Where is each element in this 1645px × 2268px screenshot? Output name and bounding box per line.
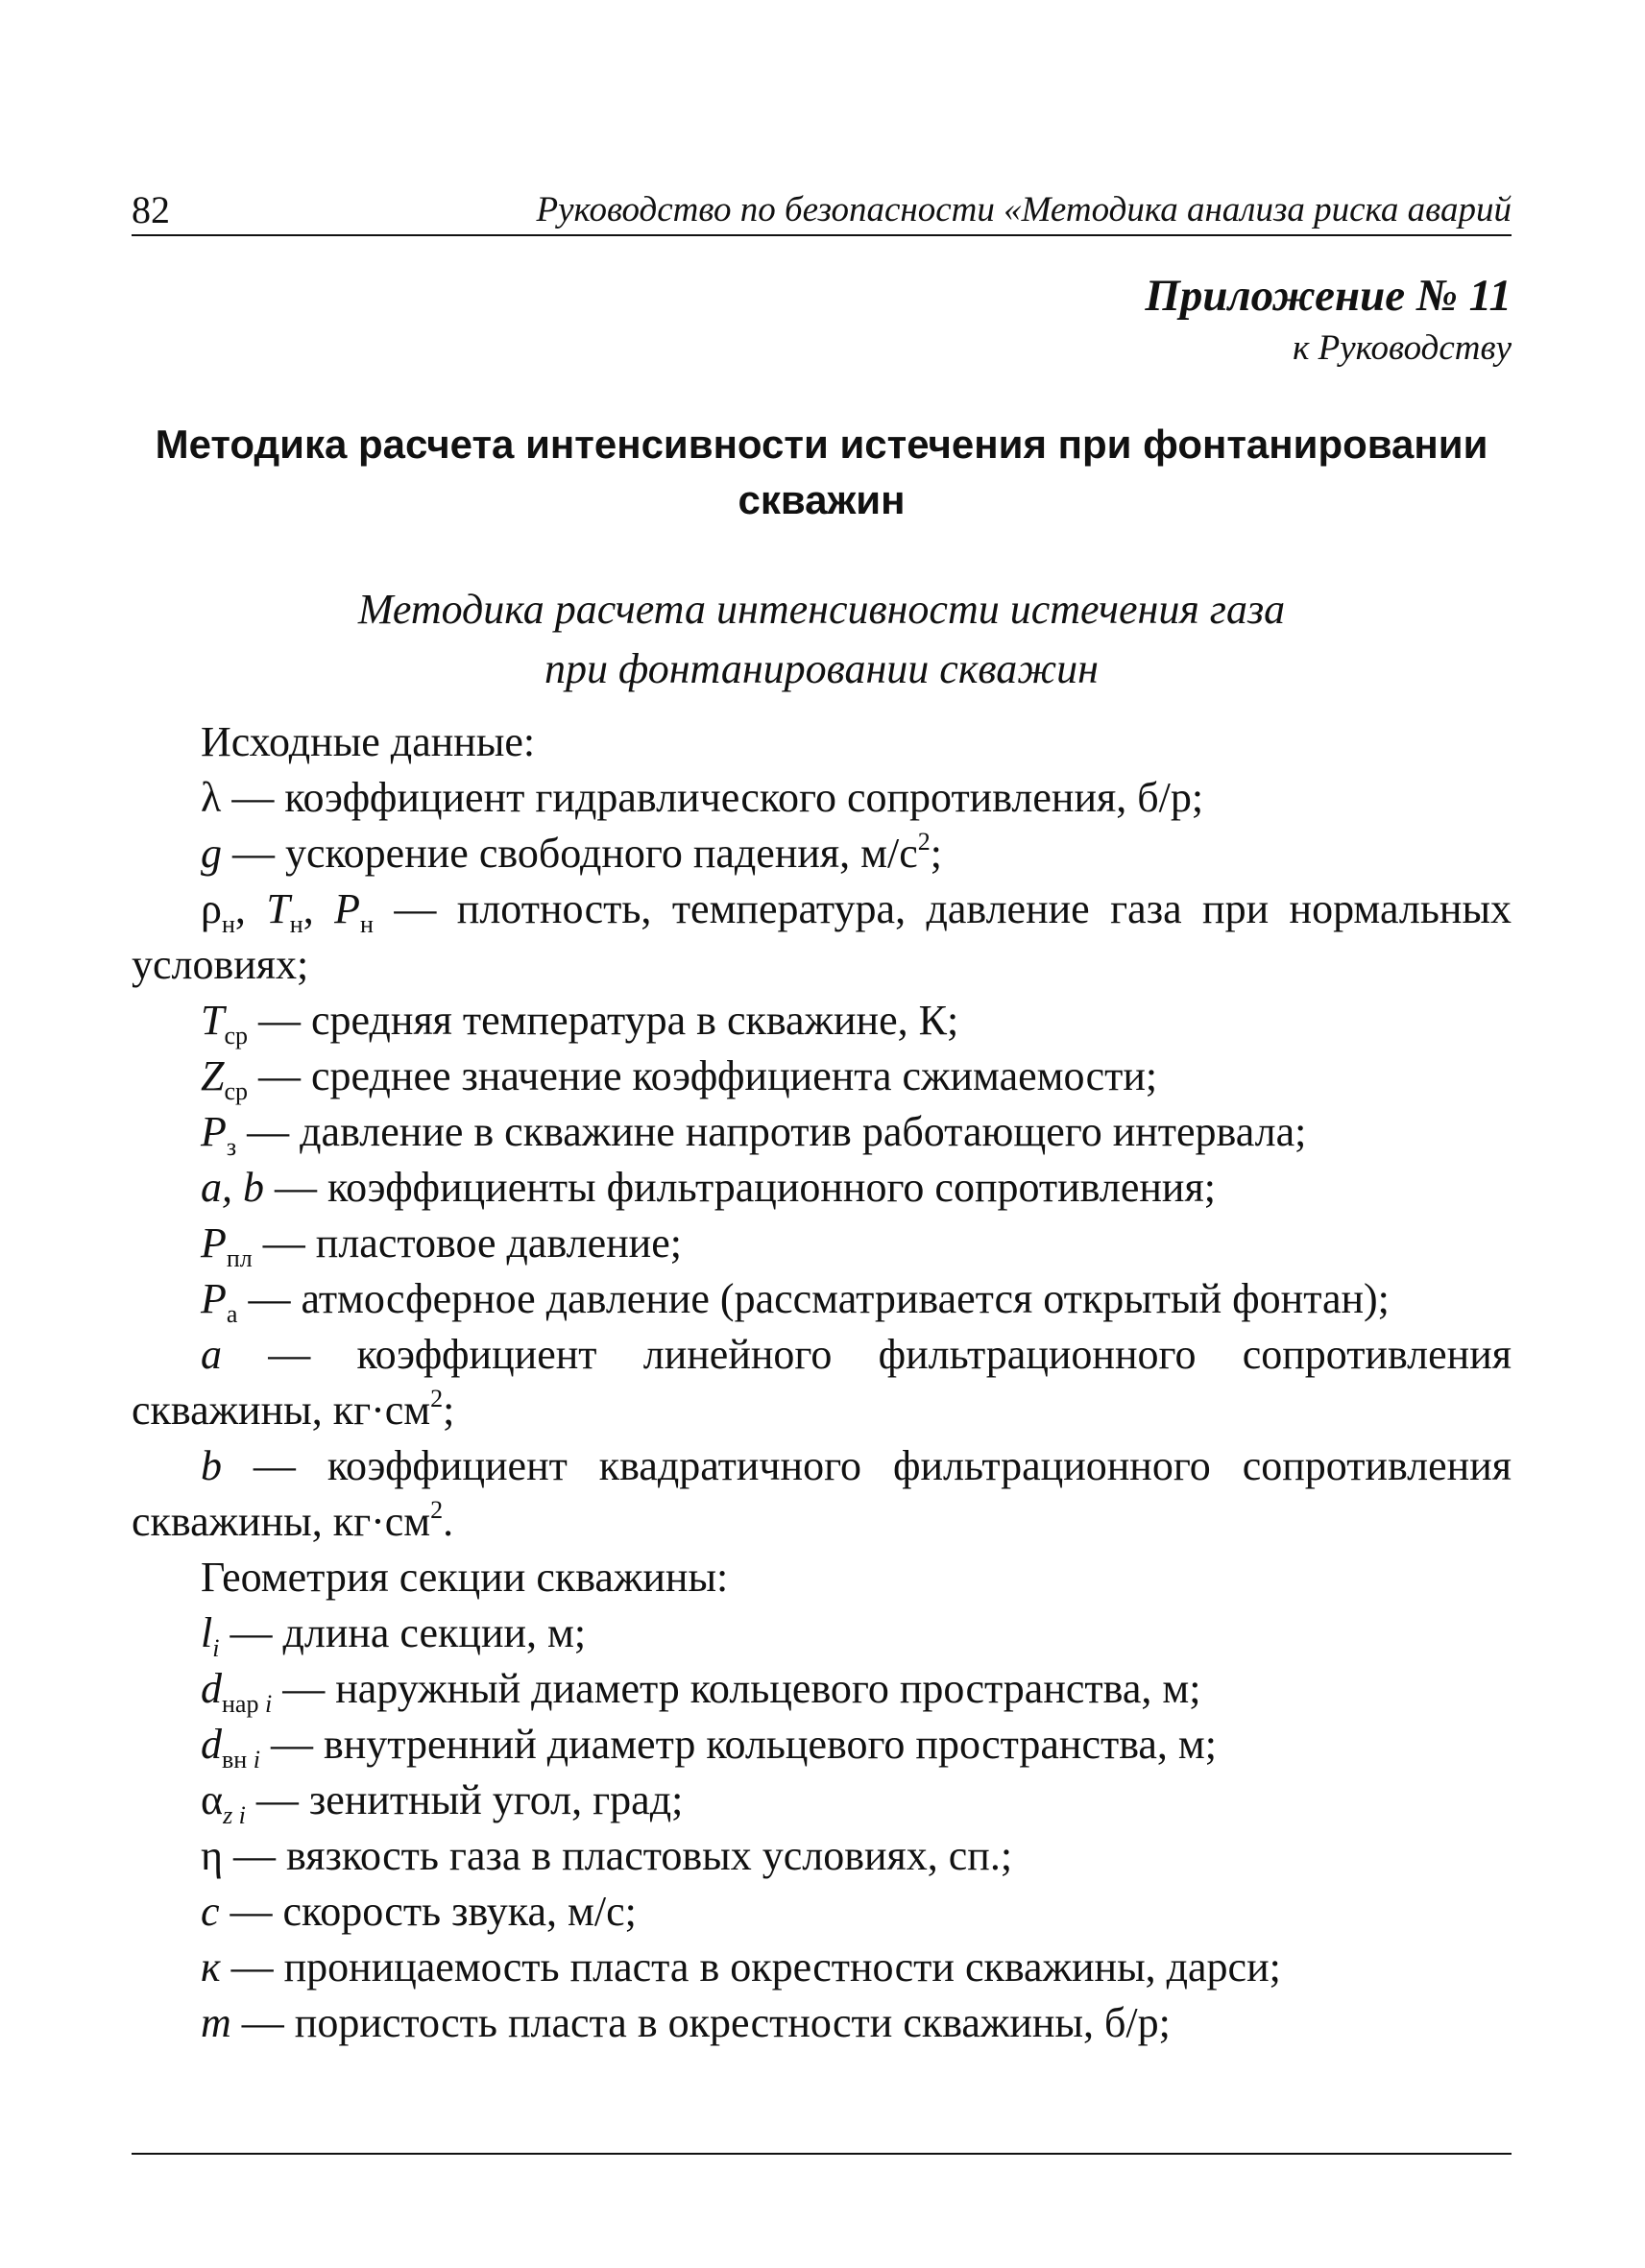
li-text: — длина секции, м; <box>219 1609 587 1656</box>
param-tcp <box>132 993 1512 1049</box>
ppl-sub: пл <box>226 1244 253 1272</box>
param-li <box>132 1605 1512 1661</box>
b-end: . <box>443 1498 454 1545</box>
param-c <box>132 1884 1512 1940</box>
param-alpha <box>132 1773 1512 1828</box>
k-text: — проницаемость пласта в окрестности скважины, дарси; <box>220 1943 1281 1991</box>
section-title <box>132 580 1512 699</box>
pa-symbol: P <box>201 1275 227 1322</box>
g-sup: 2 <box>917 828 931 856</box>
sep-1: , <box>234 885 267 932</box>
param-k <box>132 1940 1512 1995</box>
alpha-sub-index: z i <box>223 1801 246 1829</box>
dvn-symbol: d <box>201 1721 222 1768</box>
dnar-text: — наружный диаметр кольцевого пространства, м; <box>272 1665 1201 1712</box>
param-dvn <box>132 1717 1512 1773</box>
dnar-symbol: d <box>201 1665 222 1712</box>
g-end: ; <box>930 830 942 877</box>
t-symbol: T <box>266 885 290 932</box>
pz-symbol: P <box>201 1108 227 1155</box>
rho-sub: н <box>221 910 235 938</box>
alpha-symbol: α <box>201 1776 224 1823</box>
main-title <box>132 417 1512 528</box>
k-symbol: к <box>201 1943 221 1991</box>
a-text: — коэффициент линейного фильтрационного сопротивления скважины, кг·см <box>132 1331 1512 1434</box>
tcp-symbol: T <box>201 997 225 1044</box>
param-a <box>132 1327 1512 1438</box>
a-end: ; <box>443 1387 455 1434</box>
intro-text: Исходные данные: <box>201 718 536 765</box>
param-normal-conditions <box>132 881 1512 993</box>
li-symbol: l <box>201 1609 213 1656</box>
a-sup: 2 <box>430 1385 444 1412</box>
page-number: 82 <box>132 188 170 231</box>
g-symbol: g <box>201 830 222 877</box>
param-ab <box>132 1160 1512 1216</box>
zcp-symbol: Z <box>201 1052 225 1099</box>
main-title-line-2: скважин <box>738 477 906 522</box>
page-header <box>132 187 1512 237</box>
zcp-text: — среднее значение коэффициента сжимаемости; <box>248 1052 1158 1099</box>
body-text <box>132 714 1512 2051</box>
alpha-sub <box>223 1801 246 1829</box>
section-title-line-2: при фонтанировании скважин <box>544 645 1099 692</box>
dnar-sub-index: i <box>264 1690 273 1718</box>
pa-sub: а <box>226 1300 238 1328</box>
pz-sub: з <box>226 1133 237 1161</box>
param-eta <box>132 1828 1512 1884</box>
param-b <box>132 1438 1512 1550</box>
footer-rule <box>132 2153 1512 2155</box>
sep-2: , <box>302 885 335 932</box>
param-dnar <box>132 1661 1512 1717</box>
intro-paragraph <box>132 714 1512 770</box>
b-sup: 2 <box>430 1496 444 1524</box>
m-text: — пористость пласта в окрестности скважины, б/р; <box>230 1999 1171 2046</box>
tcp-sub: ср <box>224 1022 249 1050</box>
param-m <box>132 1995 1512 2051</box>
p-symbol: P <box>334 885 361 932</box>
a-symbol: a <box>201 1331 222 1378</box>
geometry-text: Геометрия секции скважины: <box>201 1554 729 1601</box>
param-pa <box>132 1271 1512 1327</box>
dvn-sub-index: i <box>253 1746 260 1773</box>
li-sub-index: i <box>212 1634 220 1662</box>
param-ppl <box>132 1216 1512 1271</box>
appendix-label <box>1145 267 1512 373</box>
lambda-symbol: λ <box>201 774 222 821</box>
pz-text: — давление в скважине напротив работающего интервала; <box>236 1108 1307 1155</box>
b-symbol: b <box>201 1442 222 1489</box>
dvn-text: — внутренний диаметр кольцевого пространства, м; <box>259 1721 1217 1768</box>
eta-text: — вязкость газа в пластовых условиях, сп.; <box>223 1832 1013 1879</box>
section-title-line-1: Методика расчета интенсивности истечения газа <box>357 586 1286 633</box>
m-symbol: m <box>201 1999 231 2046</box>
geometry-heading <box>132 1550 1512 1605</box>
running-head: Руководство по безопасности «Методика анализа риска аварий <box>536 190 1512 229</box>
appendix-title: Приложение № 11 <box>1145 271 1512 321</box>
alpha-text: — зенитный угол, град; <box>245 1776 684 1823</box>
param-lambda <box>132 770 1512 826</box>
appendix-subtitle: к Руководству <box>1293 328 1512 368</box>
param-g <box>132 826 1512 881</box>
p-sub: н <box>360 910 374 938</box>
dvn-sub <box>222 1746 260 1773</box>
tcp-text: — средняя температура в скважине, К; <box>248 997 959 1044</box>
lambda-text: — коэффициент гидравлического сопротивления, б/р; <box>221 774 1204 821</box>
normal-text: — плотность, температура, давление газа при нормальных условиях; <box>132 885 1512 988</box>
main-title-line-1: Методика расчета интенсивности истечения при фонтанировании <box>155 422 1488 467</box>
ppl-symbol: P <box>201 1219 227 1267</box>
ab-text: — коэффициенты фильтрационного сопротивления; <box>264 1164 1216 1211</box>
header-rule <box>132 234 1512 236</box>
param-zcp <box>132 1049 1512 1104</box>
zcp-sub: ср <box>224 1077 249 1105</box>
dvn-sub-text: вн <box>222 1746 248 1773</box>
dnar-sub-text: нар <box>222 1690 259 1718</box>
pa-text: — атмосферное давление (рассматривается открытый фонтан); <box>237 1275 1390 1322</box>
param-pz <box>132 1104 1512 1160</box>
g-text: — ускорение свободного падения, м/с <box>222 830 918 877</box>
b-text: — коэффициент квадратичного фильтрационного сопротивления скважины, кг·см <box>132 1442 1512 1545</box>
ppl-text: — пластовое давление; <box>252 1219 682 1267</box>
t-sub: н <box>289 910 303 938</box>
c-text: — скорость звука, м/с; <box>219 1888 637 1935</box>
eta-symbol: η <box>201 1832 224 1879</box>
rho-symbol: ρ <box>201 885 222 932</box>
c-symbol: c <box>201 1888 220 1935</box>
ab-symbol: a, b <box>201 1164 264 1211</box>
dnar-sub <box>222 1690 272 1718</box>
